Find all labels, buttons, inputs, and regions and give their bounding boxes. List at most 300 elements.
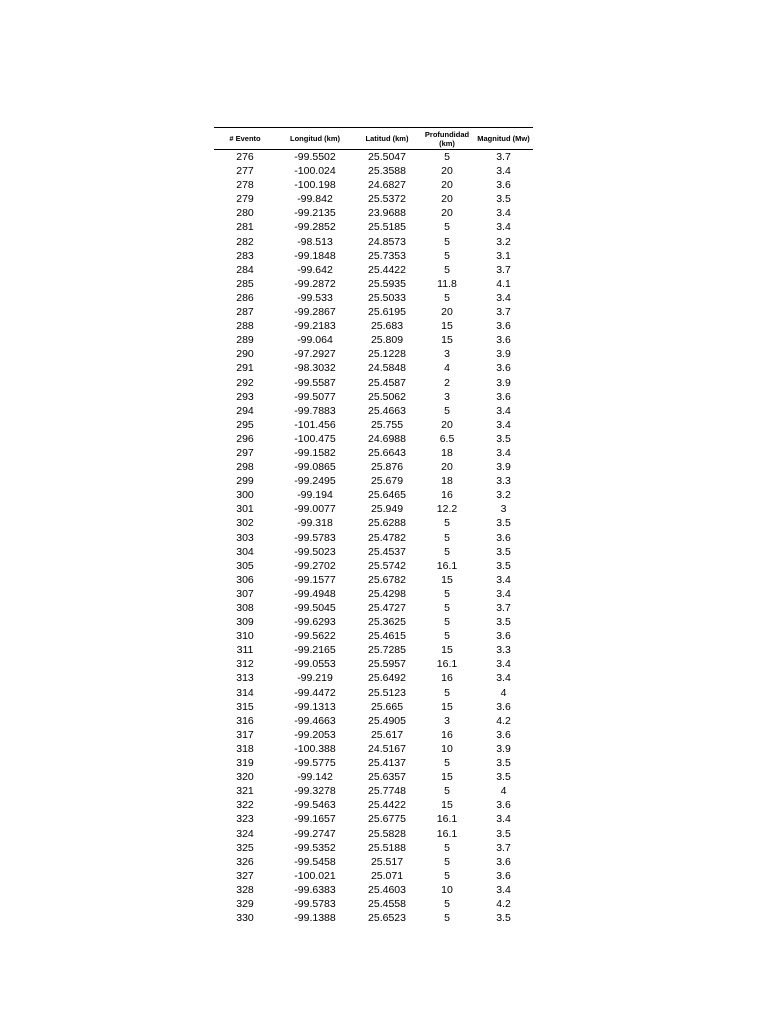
- cell-depth: 3: [444, 390, 450, 403]
- cell-depth: 5: [444, 686, 450, 699]
- header-event-number: # Evento: [214, 128, 276, 150]
- table-row: [214, 657, 533, 671]
- cell-magnitude: 3.7: [496, 151, 511, 163]
- table-row: [214, 601, 533, 615]
- cell-event-number: 319: [236, 757, 254, 770]
- cell-longitude: -99.5463: [294, 799, 336, 812]
- cell-longitude: -99.4472: [294, 686, 336, 699]
- cell-longitude: -99.2872: [294, 277, 336, 290]
- cell-depth: 5: [444, 616, 450, 629]
- cell-latitude: 25.4422: [368, 263, 406, 276]
- table-row: [214, 531, 533, 545]
- cell-latitude: 25.5047: [368, 151, 406, 163]
- table-row: [214, 150, 533, 165]
- table-row: [214, 178, 533, 192]
- cell-depth: 5: [444, 517, 450, 530]
- cell-longitude: -99.1577: [294, 573, 336, 586]
- cell-event-number: 318: [236, 742, 254, 755]
- cell-magnitude: 3.3: [496, 644, 511, 657]
- table-row: [214, 728, 533, 742]
- cell-longitude: -101.456: [294, 418, 336, 431]
- cell-latitude: 24.5167: [368, 742, 406, 755]
- cell-longitude: -99.1848: [294, 249, 336, 262]
- cell-event-number: 297: [236, 446, 254, 459]
- cell-magnitude: 3.9: [496, 742, 511, 755]
- table-row: [214, 742, 533, 756]
- cell-latitude: 25.6357: [368, 771, 406, 784]
- cell-event-number: 295: [236, 418, 254, 431]
- cell-magnitude: 3.2: [496, 235, 511, 248]
- cell-depth: 5: [444, 757, 450, 770]
- cell-magnitude: 3.9: [496, 461, 511, 474]
- cell-magnitude: 3.6: [496, 390, 511, 403]
- cell-magnitude: 3.5: [496, 545, 511, 558]
- cell-longitude: -100.024: [294, 165, 336, 178]
- table-row: [214, 812, 533, 826]
- cell-event-number: 309: [236, 616, 254, 629]
- cell-longitude: -99.2165: [294, 644, 336, 657]
- cell-depth: 5: [444, 602, 450, 614]
- cell-latitude: 25.6643: [368, 446, 406, 459]
- table-row: [214, 460, 533, 474]
- cell-magnitude: 3.4: [496, 883, 511, 896]
- cell-depth: 20: [441, 418, 453, 431]
- header-depth: Profundidad (km): [420, 128, 474, 150]
- cell-depth: 10: [441, 883, 453, 896]
- table-row: [214, 263, 533, 277]
- cell-magnitude: 3.4: [496, 446, 511, 459]
- cell-latitude: 24.6988: [368, 432, 406, 445]
- cell-magnitude: 3.5: [496, 193, 511, 206]
- cell-depth: 5: [444, 587, 450, 600]
- cell-latitude: 25.617: [370, 728, 404, 741]
- cell-magnitude: 3.5: [496, 771, 511, 784]
- cell-latitude: 25.949: [370, 503, 404, 516]
- cell-event-number: 326: [236, 855, 254, 868]
- table-row: [214, 855, 533, 869]
- cell-latitude: 25.809: [370, 334, 404, 347]
- cell-event-number: 303: [236, 531, 254, 544]
- table-row: [214, 714, 533, 728]
- cell-depth: 16.1: [436, 813, 458, 826]
- cell-event-number: 291: [236, 362, 254, 375]
- table-row: [214, 333, 533, 347]
- cell-longitude: -99.2183: [294, 320, 336, 333]
- cell-event-number: 278: [236, 179, 254, 192]
- cell-depth: 15: [441, 799, 453, 812]
- table-row: [214, 643, 533, 657]
- cell-latitude: 24.8573: [368, 235, 406, 248]
- cell-depth: 5: [444, 897, 450, 910]
- table-row: [214, 559, 533, 573]
- cell-magnitude: 3.9: [496, 348, 511, 361]
- cell-longitude: -99.5352: [294, 841, 336, 854]
- table-row: [214, 347, 533, 361]
- table-row: [214, 474, 533, 488]
- cell-depth: 5: [444, 263, 450, 276]
- header-row: [214, 128, 533, 150]
- cell-longitude: -99.842: [297, 193, 333, 206]
- cell-magnitude: 3.5: [496, 757, 511, 770]
- cell-event-number: 280: [236, 207, 254, 220]
- cell-longitude: -100.475: [294, 432, 336, 445]
- cell-depth: 5: [444, 785, 450, 798]
- cell-depth: 3: [444, 714, 450, 727]
- cell-longitude: -99.2852: [294, 221, 336, 234]
- cell-latitude: 25.4727: [368, 602, 406, 614]
- cell-longitude: -99.5622: [294, 630, 336, 643]
- cell-depth: 5: [444, 545, 450, 558]
- cell-depth: 5: [444, 630, 450, 643]
- cell-latitude: 25.4422: [368, 799, 406, 812]
- cell-event-number: 282: [236, 235, 254, 248]
- cell-magnitude: 3.6: [496, 531, 511, 544]
- cell-latitude: 25.5123: [368, 686, 406, 699]
- cell-latitude: 25.755: [370, 418, 404, 431]
- cell-longitude: -99.2135: [294, 207, 336, 220]
- cell-magnitude: 3.6: [496, 630, 511, 643]
- cell-longitude: -99.2495: [294, 475, 336, 488]
- cell-magnitude: 3.4: [496, 813, 511, 826]
- cell-event-number: 277: [236, 165, 254, 178]
- cell-latitude: 25.4537: [368, 545, 406, 558]
- cell-event-number: 302: [236, 517, 254, 530]
- cell-magnitude: 3: [500, 503, 507, 516]
- cell-latitude: 25.5062: [368, 390, 406, 403]
- earthquake-events-table: [214, 127, 533, 925]
- cell-depth: 5: [444, 249, 450, 262]
- cell-depth: 3: [444, 348, 450, 361]
- cell-longitude: -99.6383: [294, 883, 336, 896]
- cell-depth: 4: [444, 362, 450, 375]
- table-row: [214, 192, 533, 206]
- cell-event-number: 316: [236, 714, 254, 727]
- cell-latitude: 25.4587: [368, 376, 406, 389]
- table-row: [214, 686, 533, 700]
- cell-depth: 18: [441, 475, 453, 488]
- cell-magnitude: 3.5: [496, 517, 511, 530]
- cell-depth: 15: [441, 700, 453, 713]
- cell-depth: 5: [444, 912, 450, 925]
- table-row: [214, 587, 533, 601]
- cell-longitude: -99.7883: [294, 404, 336, 417]
- cell-depth: 20: [441, 193, 453, 206]
- cell-depth: 15: [441, 771, 453, 784]
- cell-longitude: -99.1582: [294, 446, 336, 459]
- table-row: [214, 841, 533, 855]
- cell-magnitude: 3.4: [496, 587, 511, 600]
- cell-latitude: 25.5935: [368, 277, 406, 290]
- cell-depth: 5: [444, 221, 450, 234]
- cell-event-number: 301: [236, 503, 254, 516]
- cell-longitude: -99.1657: [294, 813, 336, 826]
- cell-longitude: -99.4948: [294, 587, 336, 600]
- cell-magnitude: 3.6: [496, 362, 511, 375]
- cell-magnitude: 3.4: [496, 672, 511, 685]
- cell-longitude: -99.5077: [294, 390, 336, 403]
- cell-latitude: 25.5033: [368, 291, 406, 304]
- cell-longitude: -99.0553: [294, 658, 336, 671]
- cell-longitude: -97.2927: [294, 348, 336, 361]
- cell-longitude: -99.1313: [294, 700, 336, 713]
- cell-longitude: -99.1388: [294, 912, 336, 925]
- cell-magnitude: 3.2: [496, 489, 511, 502]
- cell-event-number: 286: [236, 291, 254, 304]
- cell-latitude: 25.6523: [368, 912, 406, 925]
- cell-longitude: -99.5587: [294, 376, 336, 389]
- cell-magnitude: 3.6: [496, 869, 511, 882]
- header-latitude: Latitud (km): [354, 128, 420, 150]
- cell-magnitude: 3.7: [496, 263, 511, 276]
- cell-latitude: 25.876: [370, 461, 404, 474]
- cell-latitude: 25.3625: [368, 616, 406, 629]
- earthquake-events-table-container: [214, 127, 533, 925]
- table-row: [214, 573, 533, 587]
- cell-depth: 20: [441, 461, 453, 474]
- cell-depth: 20: [441, 207, 453, 220]
- cell-magnitude: 4.2: [496, 897, 511, 910]
- cell-latitude: 25.5188: [368, 841, 406, 854]
- table-row: [214, 770, 533, 784]
- cell-latitude: 25.5372: [368, 193, 406, 206]
- cell-event-number: 325: [236, 841, 254, 854]
- cell-depth: 16.1: [436, 658, 458, 671]
- cell-event-number: 313: [236, 672, 254, 685]
- cell-event-number: 314: [236, 686, 254, 699]
- cell-event-number: 329: [236, 897, 254, 910]
- cell-latitude: 25.5957: [368, 658, 406, 671]
- cell-latitude: 25.7285: [368, 644, 406, 657]
- cell-latitude: 25.7353: [368, 249, 406, 262]
- cell-magnitude: 3.4: [496, 207, 511, 220]
- cell-latitude: 25.4782: [368, 531, 406, 544]
- cell-depth: 15: [441, 573, 453, 586]
- cell-depth: 12.2: [436, 503, 458, 516]
- cell-event-number: 289: [236, 334, 254, 347]
- cell-longitude: -98.3032: [294, 362, 336, 375]
- table-row: [214, 756, 533, 770]
- cell-latitude: 25.7748: [368, 785, 406, 798]
- cell-event-number: 330: [236, 912, 254, 925]
- cell-event-number: 300: [236, 489, 254, 502]
- cell-depth: 20: [441, 179, 453, 192]
- cell-latitude: 23.9688: [368, 207, 406, 220]
- cell-magnitude: 3.4: [496, 573, 511, 586]
- cell-magnitude: 3.1: [496, 249, 511, 262]
- cell-latitude: 25.4558: [368, 897, 406, 910]
- cell-depth: 15: [441, 644, 453, 657]
- cell-latitude: 25.517: [370, 855, 404, 868]
- cell-longitude: -99.2867: [294, 306, 336, 319]
- cell-event-number: 323: [236, 813, 254, 826]
- table-row: [214, 418, 533, 432]
- cell-latitude: 25.6465: [368, 489, 406, 502]
- cell-event-number: 308: [236, 602, 254, 614]
- cell-longitude: -99.318: [297, 517, 333, 530]
- cell-longitude: -99.194: [297, 489, 333, 502]
- cell-event-number: 279: [236, 193, 254, 206]
- cell-event-number: 305: [236, 559, 254, 572]
- cell-longitude: -99.533: [297, 291, 333, 304]
- cell-event-number: 299: [236, 475, 254, 488]
- cell-latitude: 25.683: [370, 320, 404, 333]
- cell-longitude: -99.6293: [294, 616, 336, 629]
- cell-magnitude: 3.6: [496, 179, 511, 192]
- cell-longitude: -99.0077: [294, 503, 336, 516]
- cell-magnitude: 3.6: [496, 334, 511, 347]
- cell-depth: 5: [444, 869, 450, 882]
- cell-event-number: 298: [236, 461, 254, 474]
- cell-latitude: 25.4905: [368, 714, 406, 727]
- cell-magnitude: 4.2: [496, 714, 511, 727]
- cell-longitude: -99.5458: [294, 855, 336, 868]
- cell-event-number: 304: [236, 545, 254, 558]
- table-row: [214, 629, 533, 643]
- cell-latitude: 24.6827: [368, 179, 406, 192]
- table-row: [214, 277, 533, 291]
- cell-latitude: 25.6492: [368, 672, 406, 685]
- cell-event-number: 327: [236, 869, 254, 882]
- table-row: [214, 390, 533, 404]
- cell-latitude: 25.679: [370, 475, 404, 488]
- cell-event-number: 306: [236, 573, 254, 586]
- cell-magnitude: 3.9: [496, 376, 511, 389]
- cell-longitude: -100.198: [294, 179, 336, 192]
- cell-longitude: -99.2053: [294, 728, 336, 741]
- table-row: [214, 206, 533, 220]
- cell-event-number: 292: [236, 376, 254, 389]
- cell-latitude: 25.4137: [368, 757, 406, 770]
- cell-event-number: 296: [236, 432, 254, 445]
- cell-magnitude: 3.5: [496, 912, 511, 925]
- table-row: [214, 897, 533, 911]
- cell-magnitude: 3.4: [496, 404, 511, 417]
- table-row: [214, 545, 533, 559]
- cell-longitude: -99.4663: [294, 714, 336, 727]
- cell-magnitude: 3.5: [496, 827, 511, 840]
- table-row: [214, 615, 533, 629]
- cell-magnitude: 4: [500, 686, 507, 699]
- cell-event-number: 322: [236, 799, 254, 812]
- cell-depth: 16: [441, 672, 453, 685]
- cell-latitude: 25.6775: [368, 813, 406, 826]
- cell-magnitude: 3.7: [496, 602, 511, 614]
- cell-latitude: 25.4298: [368, 587, 406, 600]
- cell-longitude: -99.5023: [294, 545, 336, 558]
- cell-latitude: 25.665: [370, 700, 404, 713]
- cell-magnitude: 3.5: [496, 559, 511, 572]
- cell-latitude: 25.6195: [368, 306, 406, 319]
- table-row: [214, 784, 533, 798]
- cell-longitude: -99.064: [297, 334, 333, 347]
- cell-magnitude: 4.1: [496, 277, 511, 290]
- table-row: [214, 869, 533, 883]
- cell-depth: 16.1: [436, 827, 458, 840]
- cell-event-number: 315: [236, 700, 254, 713]
- table-row: [214, 235, 533, 249]
- cell-event-number: 281: [236, 221, 254, 234]
- cell-latitude: 25.4603: [368, 883, 406, 896]
- cell-event-number: 294: [236, 404, 254, 417]
- cell-depth: 6.5: [439, 432, 455, 445]
- cell-event-number: 288: [236, 320, 254, 333]
- cell-longitude: -99.642: [297, 263, 333, 276]
- table-row: [214, 502, 533, 516]
- cell-latitude: 25.1228: [368, 348, 406, 361]
- header-magnitude: Magnitud (Mw): [474, 128, 533, 150]
- cell-magnitude: 3.4: [496, 418, 511, 431]
- cell-depth: 15: [441, 334, 453, 347]
- cell-longitude: -99.5775: [294, 757, 336, 770]
- cell-magnitude: 3.4: [496, 291, 511, 304]
- cell-depth: 5: [444, 841, 450, 854]
- cell-latitude: 25.6288: [368, 517, 406, 530]
- table-row: [214, 291, 533, 305]
- cell-event-number: 312: [236, 658, 254, 671]
- cell-latitude: 25.6782: [368, 573, 406, 586]
- cell-magnitude: 3.5: [496, 432, 511, 445]
- cell-magnitude: 3.4: [496, 658, 511, 671]
- table-row: [214, 432, 533, 446]
- cell-depth: 5: [444, 531, 450, 544]
- cell-latitude: 25.3588: [368, 165, 406, 178]
- cell-longitude: -99.3278: [294, 785, 336, 798]
- cell-magnitude: 3.6: [496, 700, 511, 713]
- cell-event-number: 293: [236, 390, 254, 403]
- cell-depth: 20: [441, 306, 453, 319]
- table-row: [214, 700, 533, 714]
- table-row: [214, 164, 533, 178]
- cell-event-number: 307: [236, 587, 254, 600]
- cell-depth: 5: [444, 855, 450, 868]
- table-row: [214, 911, 533, 925]
- cell-event-number: 276: [236, 151, 254, 163]
- cell-magnitude: 3.4: [496, 221, 511, 234]
- cell-longitude: -99.5045: [294, 602, 336, 614]
- cell-longitude: -100.388: [294, 742, 336, 755]
- cell-event-number: 285: [236, 277, 254, 290]
- table-row: [214, 249, 533, 263]
- cell-magnitude: 3.7: [496, 841, 511, 854]
- table-row: [214, 827, 533, 841]
- cell-depth: 10: [441, 742, 453, 755]
- cell-latitude: 25.4615: [368, 630, 406, 643]
- cell-magnitude: 3.4: [496, 165, 511, 178]
- cell-depth: 2: [444, 376, 450, 389]
- cell-magnitude: 3.7: [496, 306, 511, 319]
- table-row: [214, 404, 533, 418]
- cell-depth: 11.8: [437, 277, 457, 290]
- cell-longitude: -100.021: [294, 869, 336, 882]
- cell-magnitude: 3.6: [496, 320, 511, 333]
- cell-latitude: 25.5185: [368, 221, 406, 234]
- cell-magnitude: 3.6: [496, 728, 511, 741]
- cell-event-number: 290: [236, 348, 254, 361]
- cell-event-number: 284: [236, 263, 254, 276]
- cell-longitude: -99.142: [297, 771, 333, 784]
- cell-depth: 18: [441, 446, 453, 459]
- table-row: [214, 305, 533, 319]
- table-row: [214, 376, 533, 390]
- cell-depth: 20: [441, 165, 453, 178]
- cell-depth: 16.1: [436, 559, 458, 572]
- table-row: [214, 319, 533, 333]
- cell-longitude: -99.5783: [294, 531, 336, 544]
- table-row: [214, 883, 533, 897]
- cell-depth: 5: [444, 291, 450, 304]
- cell-depth: 5: [444, 404, 450, 417]
- table-row: [214, 798, 533, 812]
